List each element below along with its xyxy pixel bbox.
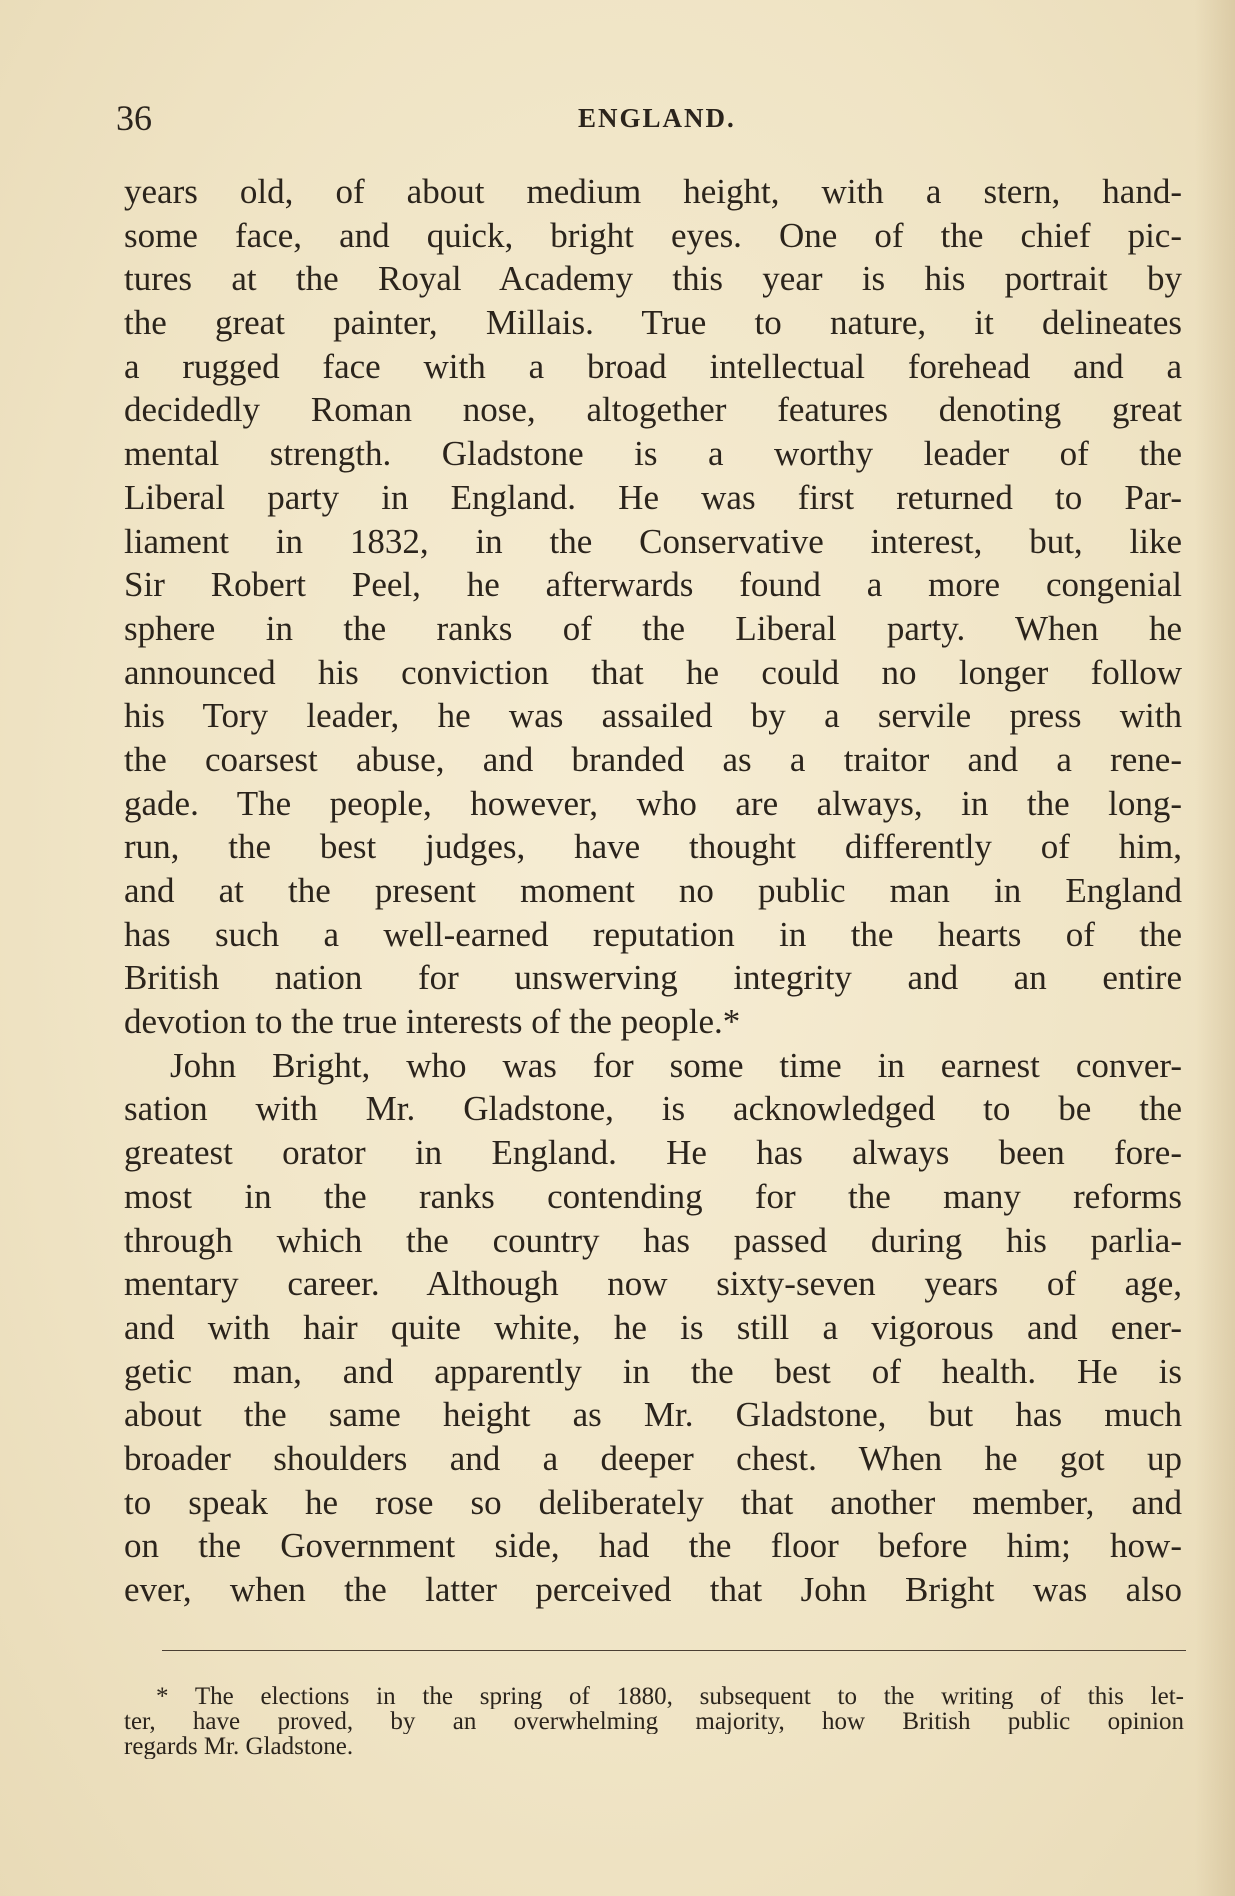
text-line: Sir Robert Peel, he afterwards found a more congenial (124, 565, 1182, 605)
text-line: the great painter, Millais. True to nature, it delineates (124, 303, 1182, 343)
text-line: announced his conviction that he could no longer follow (124, 652, 1182, 692)
text-line: liament in 1832, in the Conservative interest, but, like (124, 521, 1182, 561)
page-edge-shadow (1195, 0, 1235, 1896)
footnote-line: ter, have proved, by an overwhelming majority, how British public opinion (124, 1709, 1184, 1734)
text-line: devotion to the true interests of the people.* (124, 1002, 741, 1042)
footnote (124, 1684, 1184, 1759)
text-line: Liberal party in England. He was first returned to Par- (124, 477, 1182, 517)
text-line: and with hair quite white, he is still a vigorous and ener- (124, 1307, 1182, 1347)
footnote-divider (162, 1650, 1186, 1651)
text-line: on the Government side, had the floor before him; how- (124, 1526, 1182, 1566)
text-line: about the same height as Mr. Gladstone, but has much (124, 1395, 1182, 1435)
text-line: tures at the Royal Academy this year is his portrait by (124, 259, 1182, 299)
text-line: gade. The people, however, who are always, in the long- (124, 783, 1182, 823)
footnote-line: regards Mr. Gladstone. (124, 1734, 354, 1759)
text-line: the coarsest abuse, and branded as a traitor and a rene- (124, 739, 1182, 779)
text-line: ever, when the latter perceived that John Bright was also (124, 1570, 1182, 1609)
text-line: to speak he rose so deliberately that another member, and (124, 1482, 1182, 1522)
text-line: run, the best judges, have thought differently of him, (124, 827, 1182, 867)
text-line: years old, of about medium height, with a stern, hand- (124, 172, 1182, 211)
text-line: through which the country has passed during his parlia- (124, 1220, 1182, 1260)
text-line: mental strength. Gladstone is a worthy leader of the (124, 434, 1182, 474)
text-line: John Bright, who was for some time in earnest conver- (170, 1045, 1182, 1085)
text-line: decidedly Roman nose, altogether features denoting great (124, 390, 1182, 430)
text-line: greatest orator in England. He has always been fore- (124, 1133, 1182, 1173)
footnote-line: * The elections in the spring of 1880, subsequent to the writing of this let- (156, 1684, 1184, 1709)
text-line: broader shoulders and a deeper chest. When he got up (124, 1438, 1182, 1478)
running-title: ENGLAND. (578, 103, 736, 133)
text-line: his Tory leader, he was assailed by a servile press with (124, 696, 1182, 736)
text-line: mentary career. Although now sixty-seven years of age, (124, 1264, 1182, 1304)
text-line: sphere in the ranks of the Liberal party. When he (124, 608, 1182, 648)
text-line: some face, and quick, bright eyes. One of the chief pic- (124, 215, 1182, 255)
page-number: 36 (116, 98, 152, 138)
text-line: getic man, and apparently in the best of health. He is (124, 1351, 1182, 1391)
text-line: a rugged face with a broad intellectual forehead and a (124, 346, 1182, 386)
text-line: British nation for unswerving integrity and an entire (124, 958, 1182, 998)
text-line: and at the present moment no public man in England (124, 871, 1182, 910)
text-line: has such a well-earned reputation in the hearts of the (124, 914, 1182, 954)
running-head (116, 96, 1180, 140)
text-line: most in the ranks contending for the many reforms (124, 1176, 1182, 1216)
text-line: sation with Mr. Gladstone, is acknowledged to be the (124, 1089, 1182, 1129)
body-text (124, 170, 1182, 1612)
